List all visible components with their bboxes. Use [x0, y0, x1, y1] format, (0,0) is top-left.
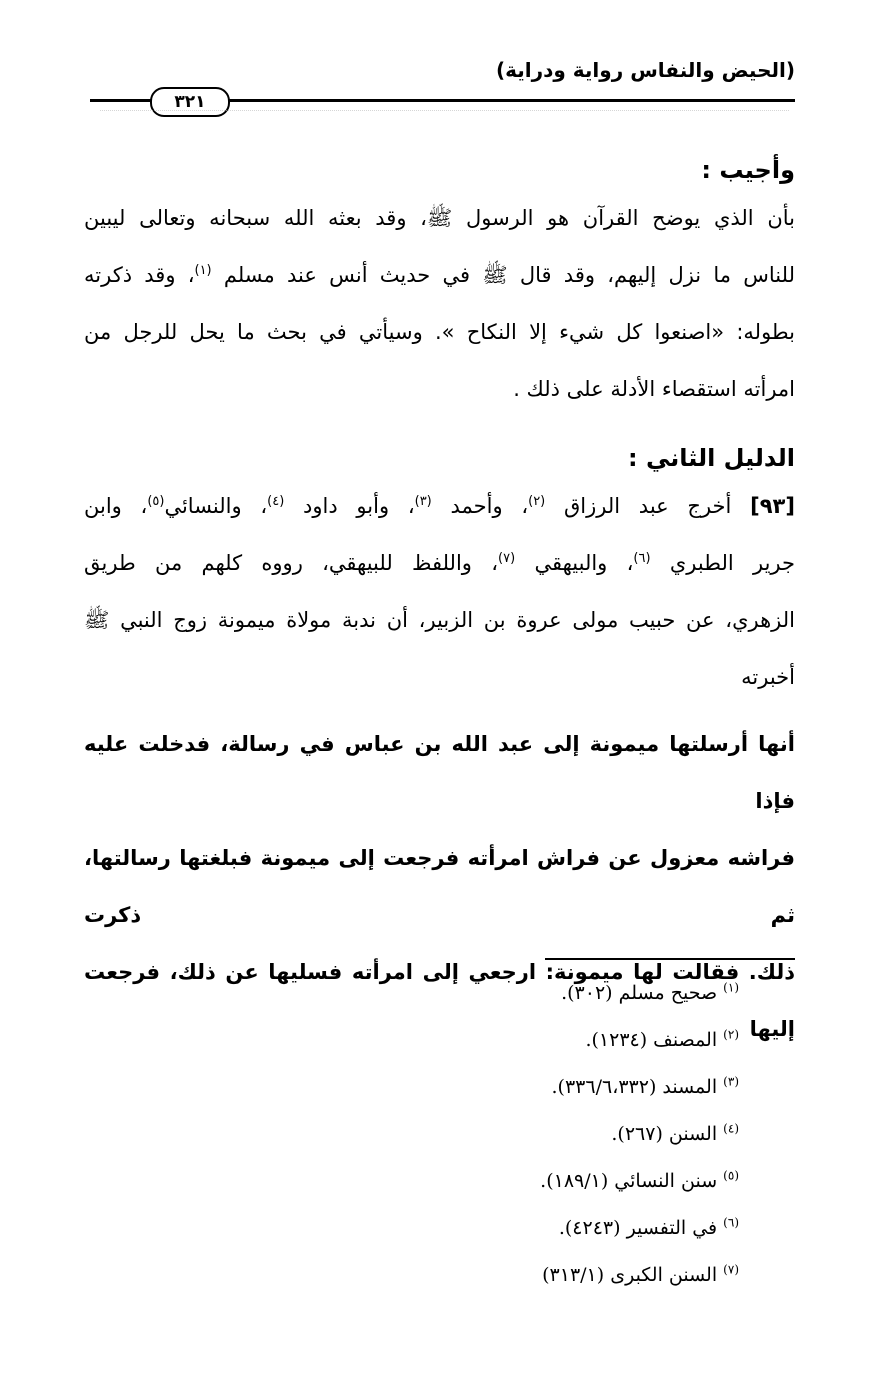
text-segment: للناس ما نزل إليهم، وقد قال ﷺ في حديث أنس عند مسلم — [223, 263, 795, 287]
text-line: فراشه معزول عن فراش امرأته فرجعت إلى ميمونة فبلغتها رسالتها، ثم ذكرت — [84, 846, 795, 927]
paragraph-2 — [84, 478, 795, 706]
footnote-text: صحيح مسلم (٣٠٢). — [561, 982, 718, 1004]
footnote-item — [540, 1158, 739, 1205]
text-segment: ، واللفظ للبيهقي، رووه كلهم من طريق — [84, 551, 499, 575]
footnote-text: المسند (٣٣٦/٦،٣٣٢). — [551, 1076, 718, 1098]
footnote-number: (٢) — [723, 1027, 739, 1042]
text-segment: ، وقد ذكرته — [84, 263, 195, 287]
footnote-number: (٤) — [723, 1121, 739, 1136]
text-line — [84, 247, 795, 304]
footnote-item — [540, 1017, 739, 1064]
footnote-text: السنن الكبرى (٣١٣/١) — [542, 1264, 718, 1286]
text-segment: ، وأحمد — [450, 494, 529, 518]
footnote-text: سنن النسائي (١٨٩/١). — [540, 1170, 718, 1192]
footnote-text: في التفسير (٤٢٤٣). — [558, 1217, 718, 1239]
text-line: أخبرته — [741, 665, 795, 689]
footnote-marker: (٢) — [528, 494, 546, 509]
footnote-rule — [545, 958, 795, 960]
footnote-item — [540, 1252, 739, 1299]
text-line: ذلك. فقالت لها ميمونة: ارجعي إلى امرأته فسليها عن ذلك، فرجعت إليها — [84, 960, 795, 1041]
footnote-number: (٥) — [723, 1168, 739, 1183]
footnote-item — [540, 1064, 739, 1111]
text-line — [84, 535, 795, 592]
footnote-marker: (٣) — [414, 494, 432, 509]
running-title: (الحيض والنفاس رواية ودراية) — [495, 58, 795, 82]
heading-answer: وأجيب : — [701, 156, 795, 184]
page-number: ٣٢١ — [150, 87, 230, 117]
text-segment: ، والبيهقي — [534, 551, 634, 575]
footnote-marker: (٥) — [147, 494, 165, 509]
text-line: الزهري، عن حبيب مولى عروة بن الزبير، أن ندبة مولاة ميمونة زوج النبي ﷺ — [84, 608, 795, 632]
hadith-number: [٩٣] — [750, 494, 795, 518]
text-line: امرأته استقصاء الأدلة على ذلك . — [513, 377, 795, 401]
text-line: أنها أرسلتها ميمونة إلى عبد الله بن عباس في رسالة، فدخلت عليه فإذا — [84, 732, 795, 813]
text-line — [84, 478, 795, 535]
footnote-number: (٦) — [723, 1215, 739, 1230]
paragraph-1 — [84, 190, 795, 418]
footnote-marker: (٧) — [498, 551, 516, 566]
main-text — [84, 150, 795, 1058]
footnote-number: (١) — [723, 980, 739, 995]
text-segment: جرير الطبري — [669, 551, 795, 575]
footnote-marker: (١) — [194, 263, 212, 278]
heading-second-evidence: الدليل الثاني : — [628, 444, 795, 472]
text-line: بأن الذي يوضح القرآن هو الرسول ﷺ، وقد بعثه الله سبحانه وتعالى ليبين — [84, 206, 795, 230]
footnote-text: السنن (٢٦٧). — [611, 1123, 718, 1145]
text-segment: ، والنسائي — [164, 494, 268, 518]
footnotes — [540, 970, 739, 1299]
text-line: بطوله: «اصنعوا كل شيء إلا النكاح ». وسيأتي في بحث ما يحل للرجل من — [84, 320, 795, 344]
text-segment: ، وأبو داود — [303, 494, 415, 518]
text-segment: ، وابن — [84, 494, 148, 518]
footnote-item — [540, 970, 739, 1017]
text-segment: أخرج عبد الرزاق — [563, 494, 732, 518]
footnote-number: (٣) — [723, 1074, 739, 1089]
scan-artifact — [100, 110, 789, 117]
footnote-marker: (٤) — [267, 494, 285, 509]
footnote-item — [540, 1111, 739, 1158]
footnote-text: المصنف (١٢٣٤). — [585, 1029, 718, 1051]
footnote-marker: (٦) — [633, 551, 651, 566]
footnote-item — [540, 1205, 739, 1252]
footnote-number: (٧) — [723, 1262, 739, 1277]
